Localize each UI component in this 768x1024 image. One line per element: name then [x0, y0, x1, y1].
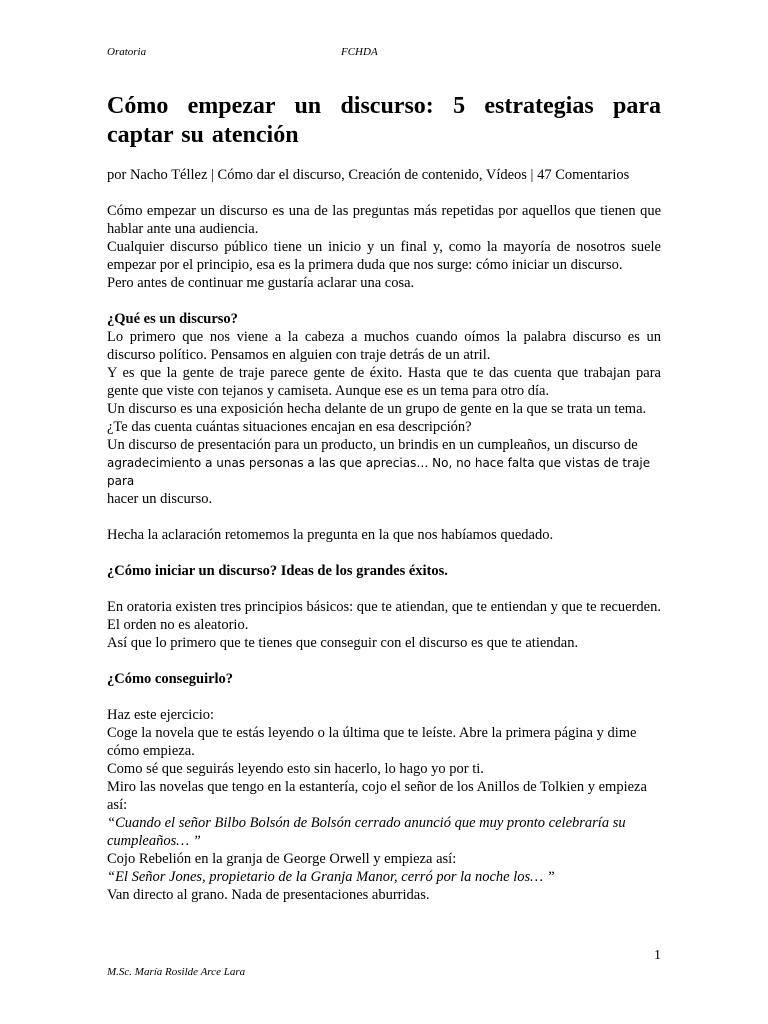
paragraph: Lo primero que nos viene a la cabeza a muchos cuando oímos la palabra discurso es un discurso político. Pensamos en alguien con traje detrás de un atril.: [107, 329, 661, 363]
paragraph: Así que lo primero que te tienes que conseguir con el discurso es que te atiendan.: [107, 635, 579, 651]
paragraph-line: hacer un discurso.: [107, 491, 213, 507]
byline: por Nacho Téllez | Cómo dar el discurso, Creación de contenido, Vídeos | 47 Comentarios: [107, 167, 630, 183]
paragraph: Coge la novela que te estás leyendo o la última que te leíste. Abre la primera página y dime cómo empieza.: [107, 725, 637, 759]
paragraph: Hecha la aclaración retomemos la pregunta en la que nos habíamos quedado.: [107, 527, 554, 543]
paragraph: Un discurso es una exposición hecha delante de un grupo de gente en la que se trata un tema.: [107, 401, 647, 417]
intro-paragraph: Cualquier discurso público tiene un inicio y un final y, como la mayoría de nosotros suele empezar por el principio, esa es la primera duda que nos surge: cómo iniciar un discurso.: [107, 239, 661, 273]
quote: “Cuando el señor Bilbo Bolsón de Bolsón cerrado anunció que muy pronto celebraría su cumpleaños… ”: [107, 815, 626, 849]
page-number: 1: [654, 948, 661, 963]
paragraph: Como sé que seguirás leyendo esto sin hacerlo, lo hago yo por ti.: [107, 761, 484, 777]
intro-paragraph: Cómo empezar un discurso es una de las preguntas más repetidas por aquellos que tienen que hablar ante una audiencia.: [107, 203, 661, 237]
paragraph: Van directo al grano. Nada de presentaciones aburridas.: [107, 887, 430, 903]
section-heading: ¿Qué es un discurso?: [107, 311, 238, 327]
paragraph: [107, 436, 661, 508]
paragraph: Cojo Rebelión en la granja de George Orwell y empieza así:: [107, 851, 457, 867]
header-left: Oratoria: [107, 46, 147, 58]
quote: “El Señor Jones, propietario de la Granja Manor, cerró por la noche los… ”: [107, 869, 555, 885]
paragraph-line: agradecimiento a unas personas a las que aprecias… No, no hace falta que vistas de traje para: [107, 456, 651, 488]
section-heading: ¿Cómo conseguirlo?: [107, 671, 234, 687]
section-heading: ¿Cómo iniciar un discurso? Ideas de los grandes éxitos.: [107, 563, 448, 579]
document-body: [107, 92, 661, 904]
paragraph: Miro las novelas que tengo en la estantería, cojo el señor de los Anillos de Tolkien y empieza así:: [107, 779, 647, 813]
header-right: FCHDA: [341, 46, 378, 58]
paragraph: ¿Te das cuenta cuántas situaciones encajan en esa descripción?: [107, 419, 472, 435]
paragraph-line: Un discurso de presentación para un producto, un brindis en un cumpleaños, un discurso de: [107, 437, 638, 453]
document-title: Cómo empezar un discurso: 5 estrategias para captar su atención: [107, 93, 661, 148]
paragraph: En oratoria existen tres principios básicos: que te atiendan, que te entiendan y que te recuerden. El orden no es aleatorio.: [107, 599, 661, 633]
paragraph: Y es que la gente de traje parece gente de éxito. Hasta que te das cuenta que trabajan para gente que viste con tejanos y camiseta. Aunque ese es un tema para otro día.: [107, 365, 661, 399]
intro-paragraph: Pero antes de continuar me gustaría aclarar una cosa.: [107, 275, 415, 291]
paragraph: Haz este ejercicio:: [107, 707, 215, 723]
footer-author: M.Sc. María Rosilde Arce Lara: [107, 966, 246, 978]
